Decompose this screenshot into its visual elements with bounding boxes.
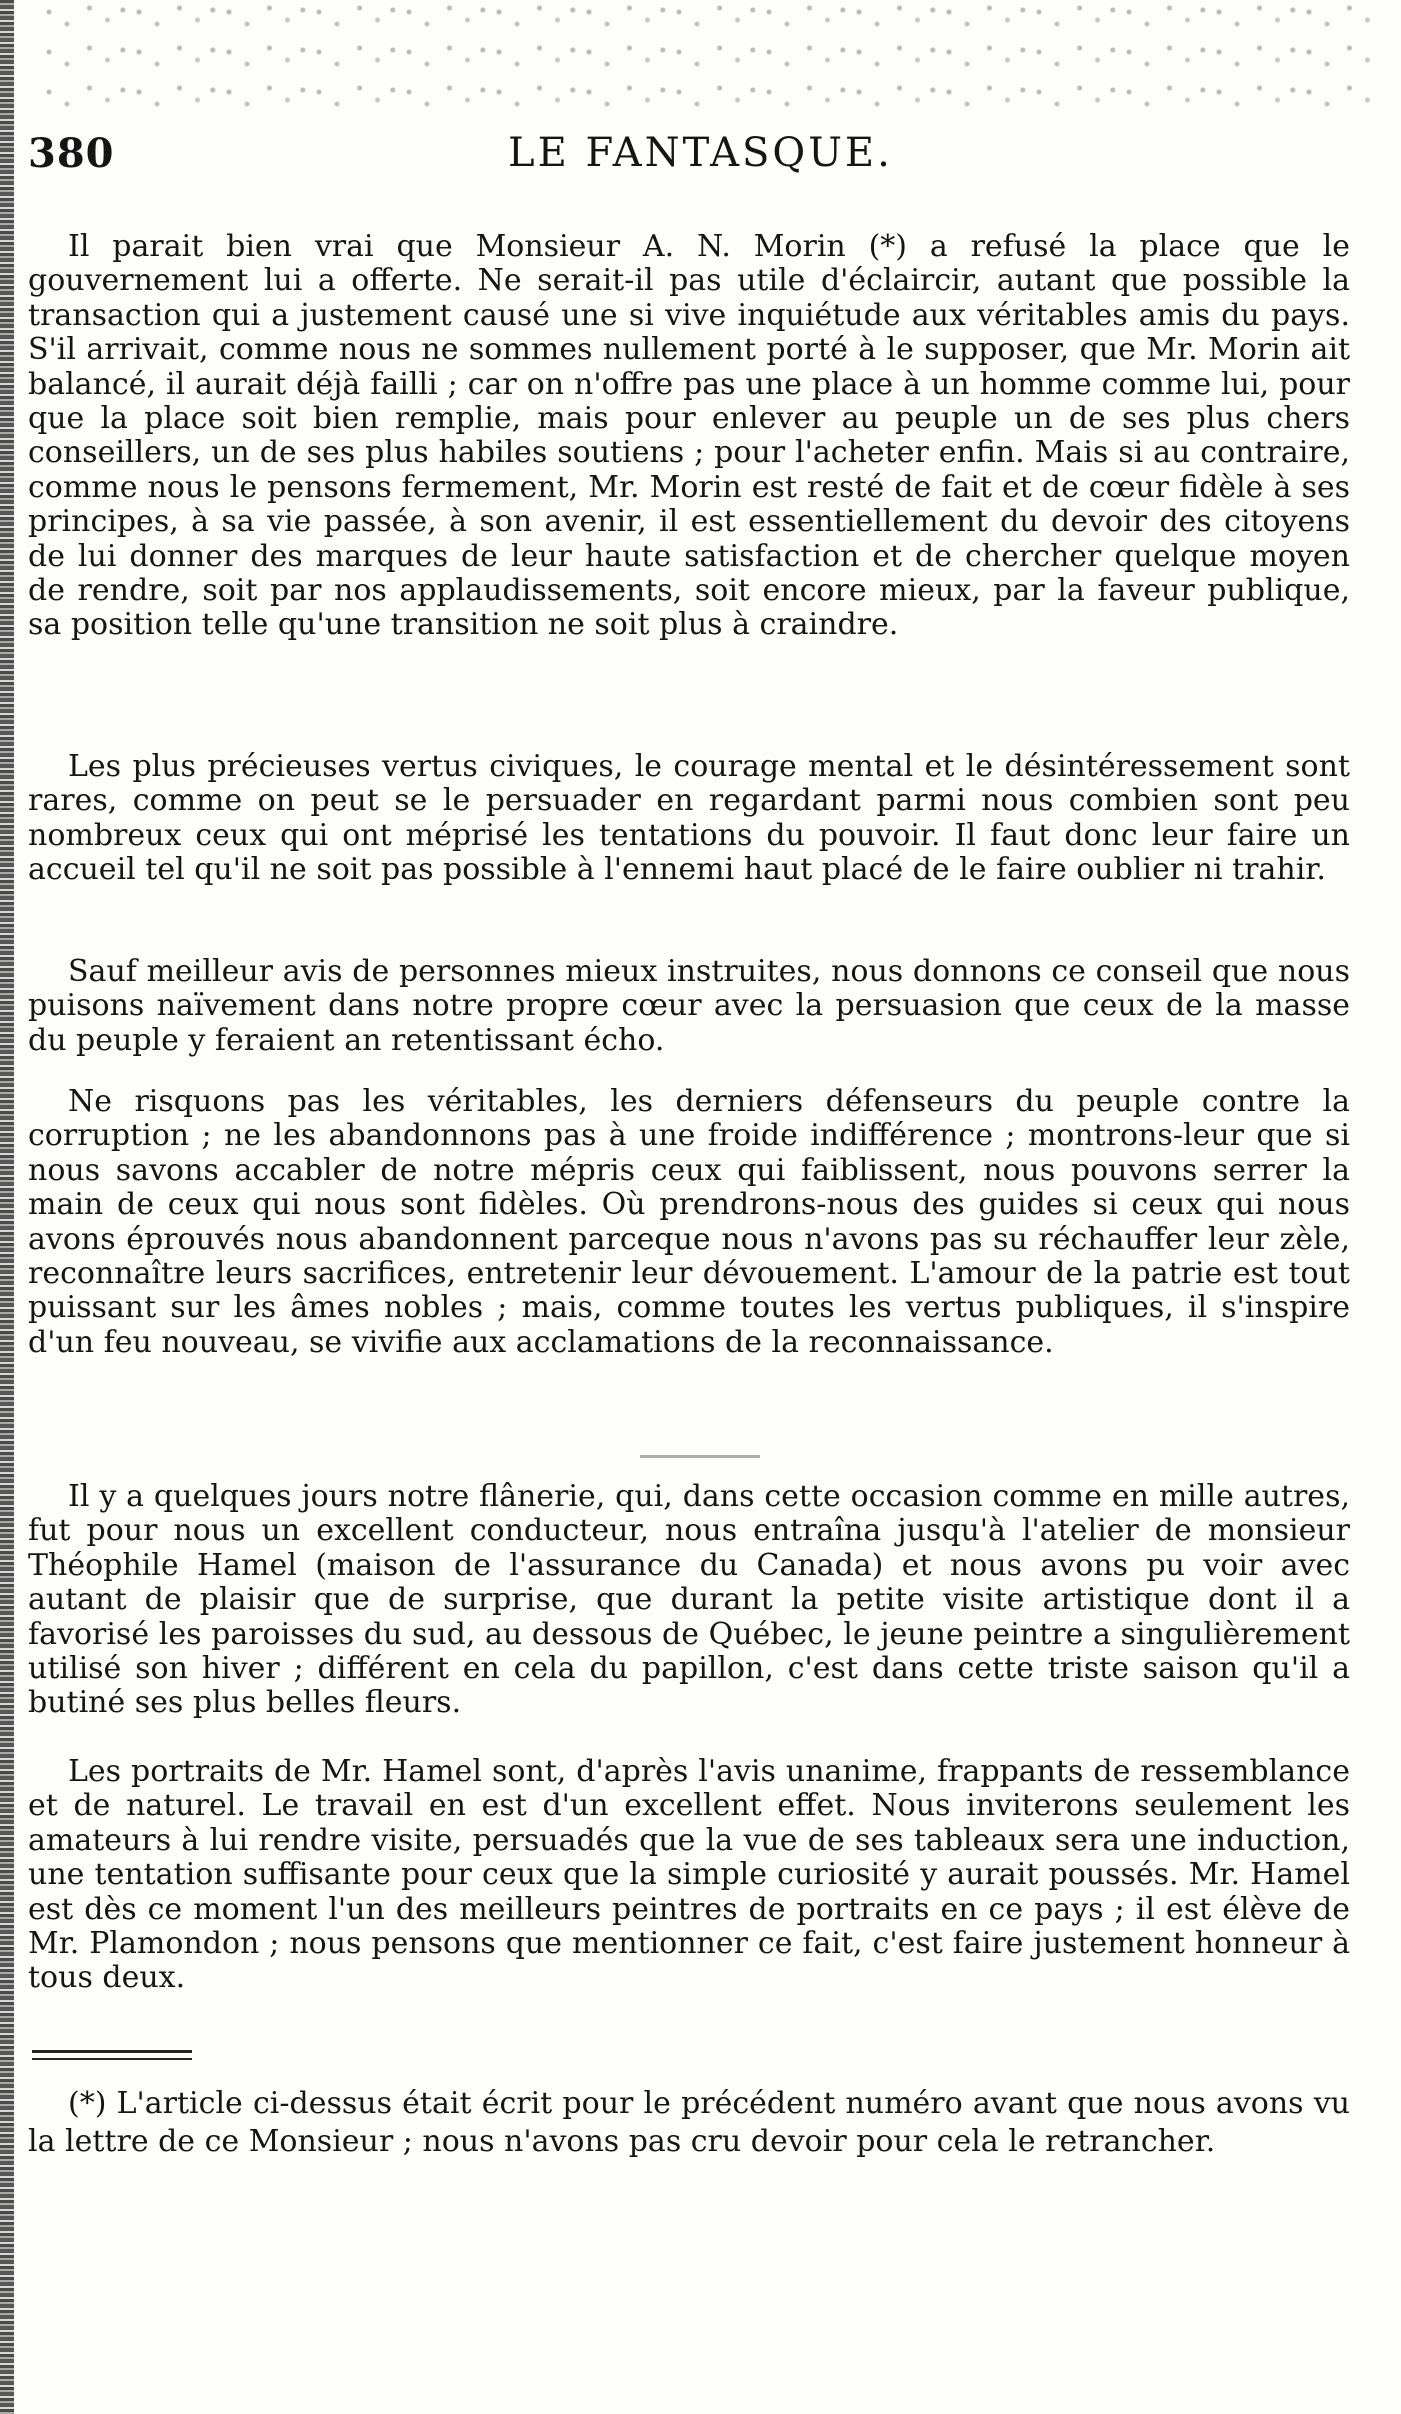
paragraph: Il parait bien vrai que Monsieur A. N. Morin (*) a refusé la place que le gouvernement lui a offerte. Ne serait-il pas utile d'éclaircir, autant que possible la transaction qui a justement causé une si vive inquiétude aux véritables amis du pays. S'il arrivait, comme nous ne sommes nullement porté à le supposer, que Mr. Morin ait balancé, il aurait déjà failli ; car on n'offre pas une place à un homme comme lui, pour que la place soit bien remplie, mais pour enlever au peuple un de ses plus chers conseillers, un de ses plus habiles soutiens ; pour l'acheter enfin. Mais si au contraire, comme nous le pensons fermement, Mr. Morin est resté de fait et de cœur fidèle à ses principes, à sa vie passée, à son avenir, il est essentiellement du devoir des citoyens de lui donner des marques de leur haute satisfaction et de chercher quelque moyen de rendre, soit par nos applaudissements, soit encore mieux, par la faveur publique, sa position telle qu'une transition ne soit plus à craindre.: [28, 229, 1350, 643]
article-conseil: [28, 955, 1350, 1058]
article-defenseurs: [28, 1085, 1350, 1360]
paragraph: Ne risquons pas les véritables, les derniers défenseurs du peuple contre la corruption ; ne les abandonnons pas à une froide indifférence ; montrons-leur que si nous savons accabler de notre mépris ceux qui faiblissent, nous pouvons serrer la main de ceux qui nous sont fidèles. Où prendrons-nous des guides si ceux qui nous avons éprouvés nous abandonnent parceque nous n'avons pas su réchauffer leur zèle, reconnaître leurs sacrifices, entretenir leur dévouement. L'amour de la patrie est tout puissant sur les âmes nobles ; mais, comme toutes les vertus publiques, il s'inspire d'un feu nouveau, se vivifie aux acclamations de la reconnaissance.: [28, 1084, 1350, 1360]
article-morin: [28, 230, 1350, 643]
footnote-rule: [32, 2050, 192, 2053]
article-hamel: [28, 1480, 1350, 1721]
page-binding-edge: [0, 0, 14, 2414]
page-header: [28, 130, 1358, 190]
article-vertus: [28, 750, 1350, 888]
paragraph: Les plus précieuses vertus civiques, le courage mental et le désintéressement sont rares, comme on peut se le persuader en regardant parmi nous combien sont peu nombreux ceux qui ont méprisé les tentations du pouvoir. Il faut donc leur faire un accueil tel qu'il ne soit pas possible à l'ennemi haut placé de le faire oublier ni trahir.: [28, 749, 1350, 888]
article-portraits: [28, 1755, 1350, 1996]
paragraph: Il y a quelques jours notre flânerie, qui, dans cette occasion comme en mille autres, fut pour nous un excellent conducteur, nous entraîna jusqu'à l'atelier de monsieur Théophile Hamel (maison de l'assurance du Canada) et nous avons pu voir avec autant de plaisir que de surprise, que durant la petite visite artistique dont il a favorisé les paroisses du sud, au dessous de Québec, le jeune peintre a singulièrement utilisé son hiver ; différent en cela du papillon, c'est dans cette triste saison qu'il a butiné ses plus belles fleurs.: [28, 1479, 1350, 1721]
footnote: [28, 2085, 1350, 2161]
page-number: 380: [28, 130, 115, 177]
print-noise: [40, 0, 1380, 110]
paragraph: Les portraits de Mr. Hamel sont, d'après l'avis unanime, frappants de ressemblance et de naturel. Le travail en est d'un excellent effet. Nous inviterons seulement les amateurs à lui rendre visite, persuadés que la vue de ses tableaux sera une induction, une tentation suffisante pour ceux que la simple curiosité y aurait poussés. Mr. Hamel est dès ce moment l'un des meilleurs peintres de portraits en ce pays ; il est élève de Mr. Plamondon ; nous pensons que mentionner ce fait, c'est faire justement honneur à tous deux.: [28, 1754, 1350, 1996]
paragraph: Sauf meilleur avis de personnes mieux instruites, nous donnons ce conseil que nous puisons naïvement dans notre propre cœur avec la persuasion que ceux de la masse du peuple y feraient an retentissant écho.: [28, 954, 1350, 1058]
running-title: LE FANTASQUE.: [508, 130, 893, 176]
section-divider: [640, 1455, 760, 1458]
footnote-text: (*) L'article ci-dessus était écrit pour le précédent numéro avant que nous avons vu la lettre de ce Monsieur ; nous n'avons pas cru devoir pour cela le retrancher.: [28, 2086, 1350, 2159]
